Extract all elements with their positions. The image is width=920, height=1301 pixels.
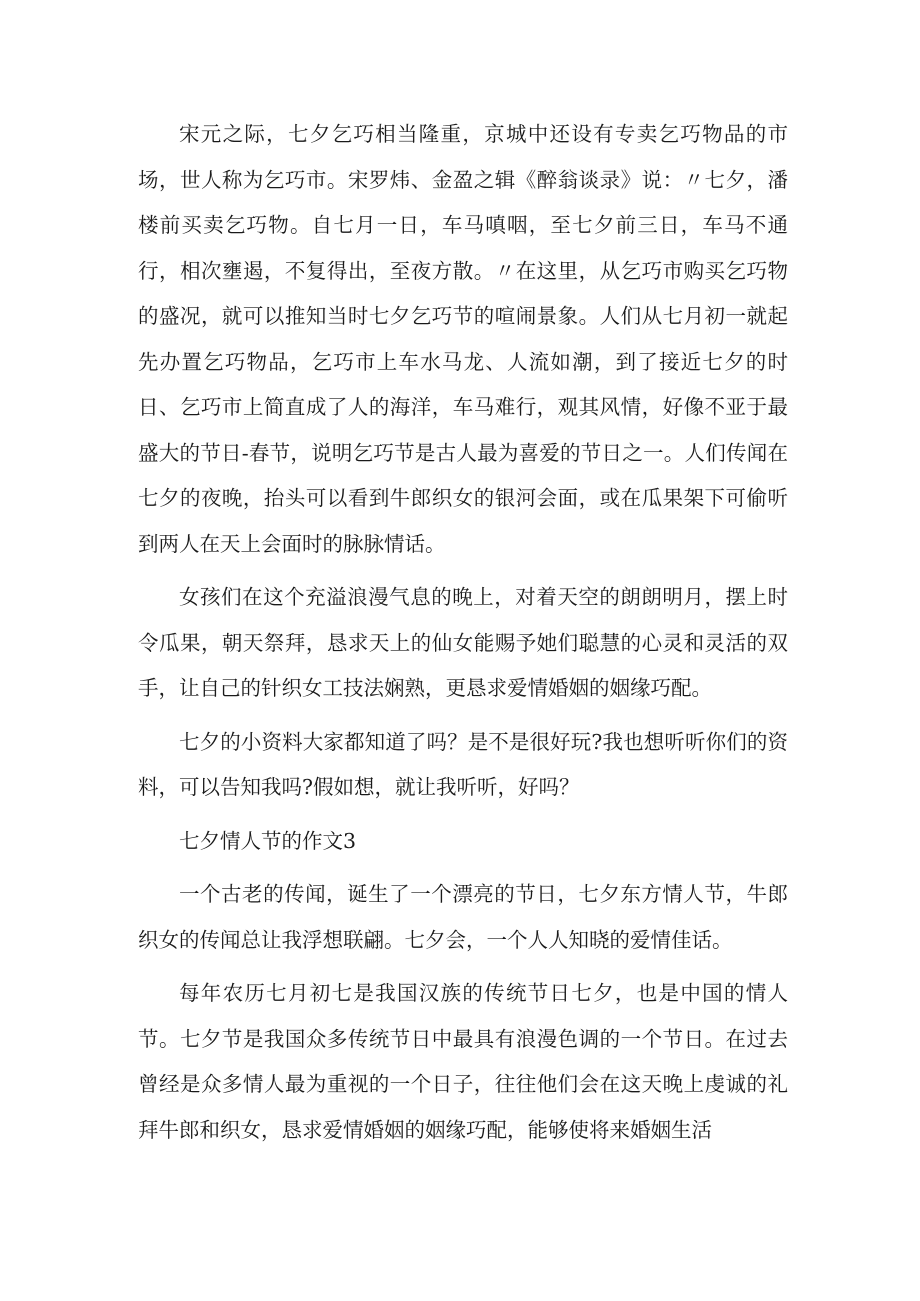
document-body	[138, 112, 788, 1161]
section-heading: 七夕情人节的作文3	[179, 828, 357, 853]
paragraph-valentines-day: 每年农历七月初七是我国汉族的传统节日七夕，也是中国的情人节。七夕节是我国众多传统节日中最具有浪漫色调的一个节日。在过去曾经是众多情人最为重视的一个日子，往往他们会在这天晚上虔诚的礼拜牛郎和织女，恳求爱情婚姻的姻缘巧配，能够使将来婚姻生活	[138, 981, 788, 1142]
paragraph-girls-worship: 女孩们在这个充溢浪漫气息的晚上，对着天空的朗朗明月，摆上时令瓜果，朝天祭拜，恳求天上的仙女能赐予她们聪慧的心灵和灵活的双手，让自己的针织女工技法娴熟，更恳求爱情婚姻的姻缘巧配。	[138, 585, 788, 700]
paragraph-qiqiao-market: 宋元之际，七夕乞巧相当隆重，京城中还设有专卖乞巧物品的市场，世人称为乞巧市。宋罗炜、金盈之辑《醉翁谈录》说：〃七夕，潘楼前买卖乞巧物。自七月一日，车马嗔咽，至七夕前三日，车马不通行，相次壅遏，不复得出，至夜方散。〃在这里，从乞巧市购买乞巧物的盛况，就可以推知当时七夕乞巧节的喧闹景象。人们从七月初一就起先办置乞巧物品，乞巧市上车水马龙、人流如潮，到了接近七夕的时日、乞巧市上简直成了人的海洋，车马难行，观其风情，好像不亚于最盛大的节日-春节，说明乞巧节是古人最为喜爱的节日之一。人们传闻在七夕的夜晚，抬头可以看到牛郎织女的银河会面，或在瓜果架下可偷听到两人在天上会面时的脉脉情话。	[138, 122, 788, 556]
paragraph-info-question: 七夕的小资料大家都知道了吗？是不是很好玩?我也想听听你们的资料，可以告知我吗?假如想，就让我听听，好吗？	[138, 729, 788, 799]
paragraph-ancient-legend: 一个古老的传闻，诞生了一个漂亮的节日，七夕东方情人节，牛郎织女的传闻总让我浮想联翩。七夕会，一个人人知晓的爱情佳话。	[138, 882, 788, 952]
